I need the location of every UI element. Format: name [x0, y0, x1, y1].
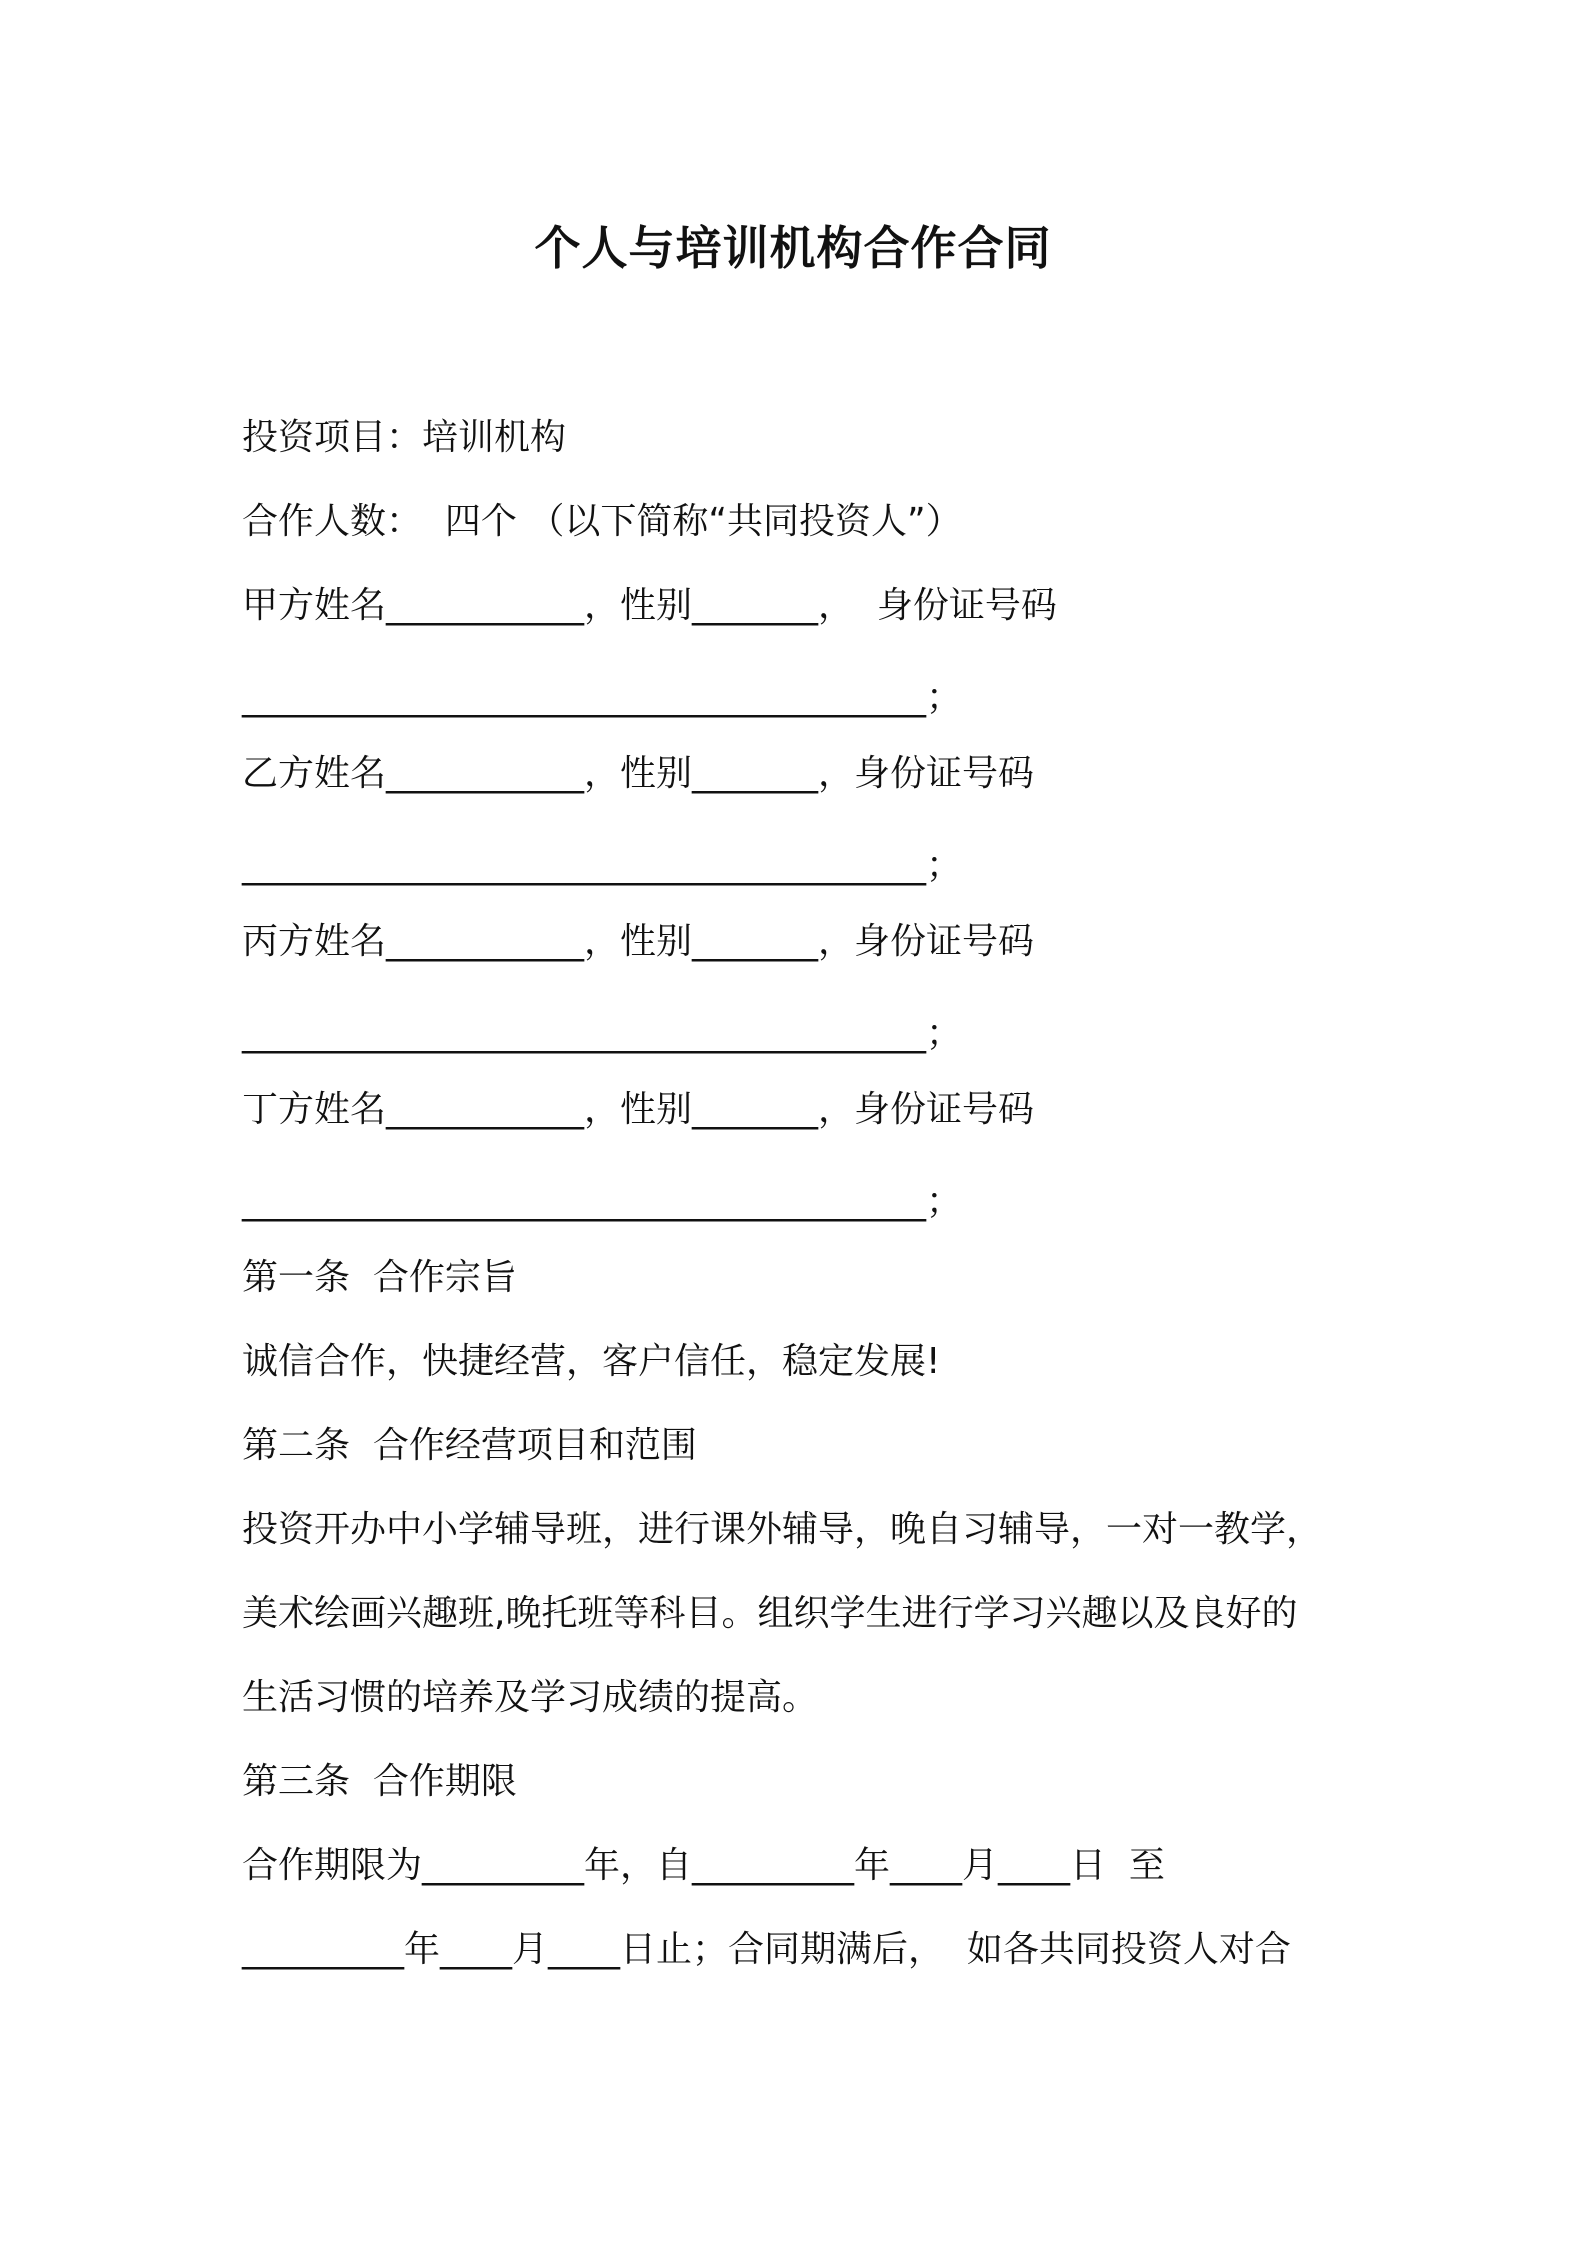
article-2-body-line-1: 投资开办中小学辅导班，进行课外辅导，晚自习辅导，一对一教学，	[242, 1509, 1323, 1550]
party-a-id-blank: ______________________________________；	[242, 677, 962, 718]
article-1-heading: 第一条 合作宗旨	[242, 1257, 517, 1298]
article-3-body-line-1: 合作期限为_________年，自_________年____月____日 至	[242, 1845, 1165, 1886]
party-c-line: 丙方姓名___________，性别_______，身份证号码	[242, 921, 1035, 962]
party-d-line: 丁方姓名___________，性别_______，身份证号码	[242, 1089, 1035, 1130]
party-c-id-blank: ______________________________________；	[242, 1013, 962, 1054]
article-1-body: 诚信合作，快捷经营，客户信任，稳定发展!	[242, 1341, 941, 1382]
partner-count-line: 合作人数： 四个 （以下简称“共同投资人”）	[242, 501, 962, 542]
article-3-body-line-2: _________年____月____日止；合同期满后， 如各共同投资人对合	[242, 1929, 1291, 1970]
document-title: 个人与培训机构合作合同	[534, 221, 1052, 275]
article-3-heading: 第三条 合作期限	[242, 1761, 517, 1802]
party-b-id-blank: ______________________________________；	[242, 845, 962, 886]
investment-project-line: 投资项目：培训机构	[242, 417, 567, 458]
party-b-line: 乙方姓名___________，性别_______，身份证号码	[242, 753, 1035, 794]
party-a-line: 甲方姓名___________，性别_______， 身份证号码	[242, 585, 1057, 626]
article-2-body-line-3: 生活习惯的培养及学习成绩的提高。	[242, 1677, 819, 1718]
article-2-heading: 第二条 合作经营项目和范围	[242, 1425, 697, 1466]
party-d-id-blank: ______________________________________；	[242, 1181, 962, 1222]
article-2-body-line-2: 美术绘画兴趣班,晚托班等科目。组织学生进行学习兴趣以及良好的	[242, 1593, 1298, 1634]
